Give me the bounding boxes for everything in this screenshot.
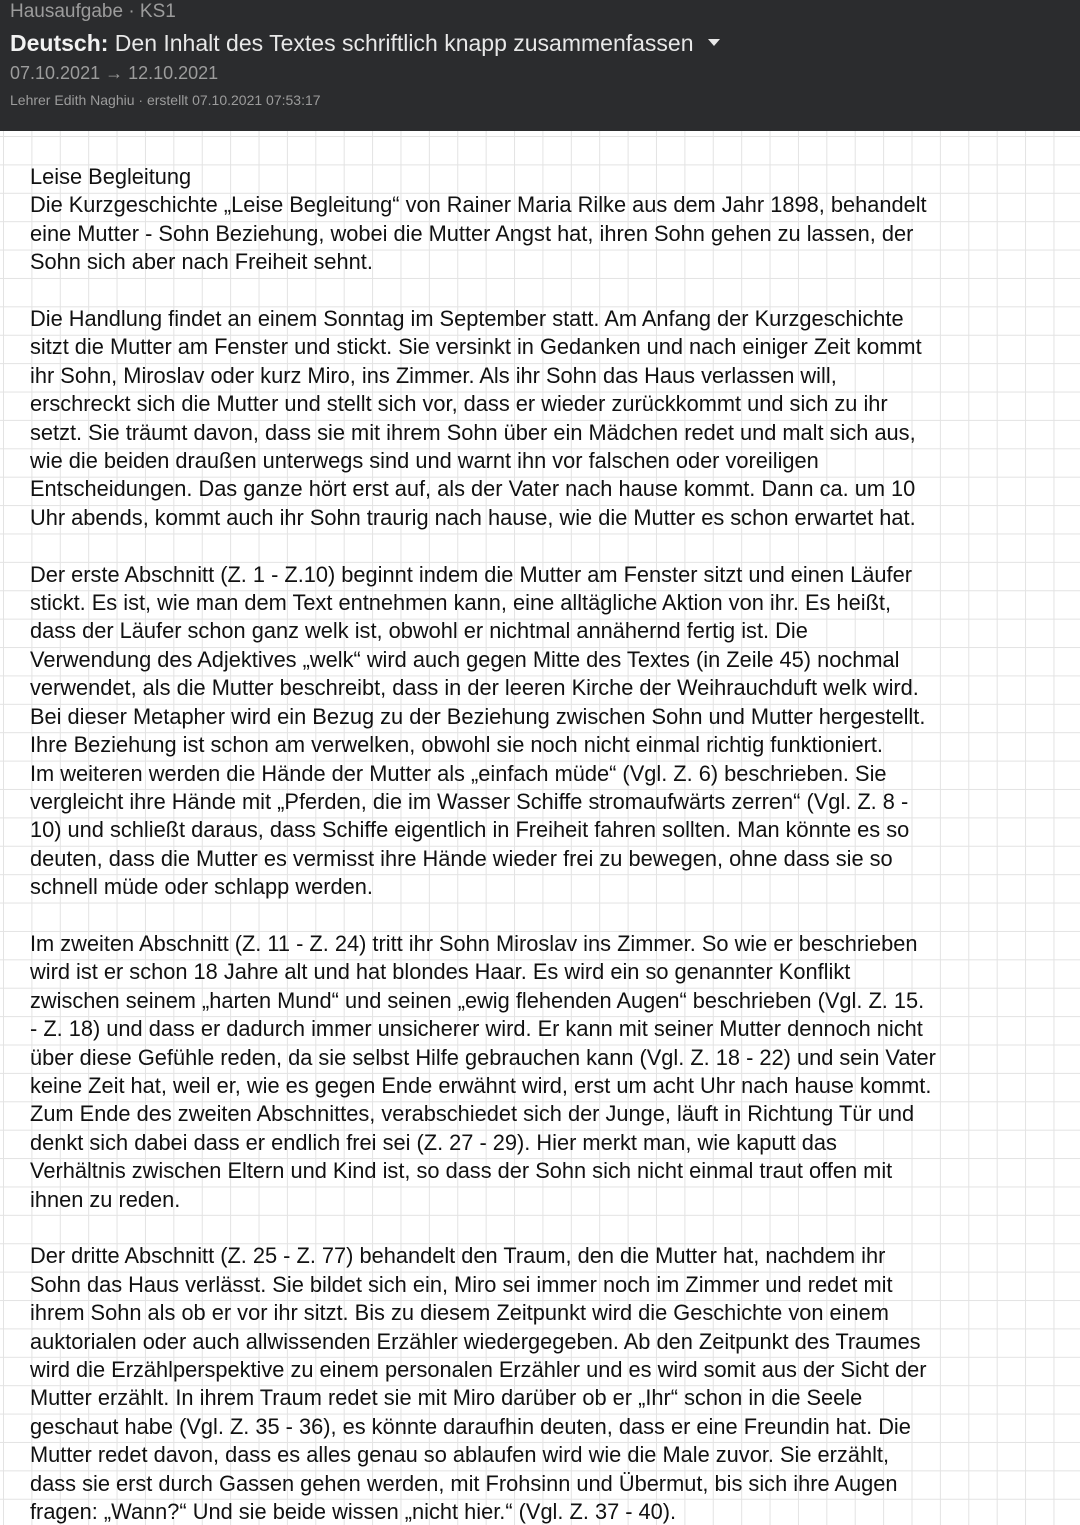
assignment-subject: Deutsch: (10, 30, 109, 56)
document-content (30, 163, 1030, 1525)
assignment-dates: 07.10.2021 → 12.10.2021 (10, 63, 219, 83)
document-title: Leise Begleitung (30, 164, 192, 189)
paragraph-section-1: Der erste Abschnitt (Z. 1 - Z.10) beginnt indem die Mutter am Fenster sitzt und einen Läufer stickt. Es ist, wie man dem Text entnehmen kann, eine alltägliche Aktion von ihr. Es heißt, dass der Läufer schon ganz welk ist, obwohl er nichtmal annähernd fertig ist. Die Verwendung des Adjektives „welk“ wird auch gegen Mitte des Textes (in Zeile 45) nochmal verwendet, als die Mutter beschreibt, dass in der leeren Kirche der Weihrauchduft welk wird. Bei dieser Metapher wird ein Bezug zu der Beziehung zwischen Sohn und Mutter hergestellt. Ihre Beziehung ist schon am verwelken, obwohl sie noch nicht einmal richtig funktioniert. Im weiteren werden die Hände der Mutter als „einfach müde“ (Vgl. Z. 6) beschrieben. Sie vergleicht ihre Hände mit „Pferden, die im Wasser Schiffe stromaufwärts zerren“ (Vgl. Z. 8 - 10) und schließt daraus, dass Schiffe eigentlich in Freiheit fahren sollten. Man könnte es so deuten, dass die Mutter es vermisst ihre Hände wieder frei zu bewegen, ohne dass sie so schnell müde oder schlapp werden. (30, 561, 926, 900)
paragraph-section-3: Der dritte Abschnitt (Z. 25 - Z. 77) behandelt den Traum, den die Mutter hat, nachdem ihr Sohn das Haus verlässt. Sie bildet sich ein, Miro sei immer noch im Zimmer und redet mit ihrem Sohn als ob er vor ihr sitzt. Bis zu diesem Zeitpunkt wird die Geschichte von einem auktorialen oder auch allwissenden Erzähler wiedergegeben. Ab den Zeitpunkt des Traumes wird die Erzählperspektive zu einem personalen Erzähler und es wird somit aus der Sicht der Mutter erzählt. In ihrem Traum redet sie mit Miro darüber ob er „Ihr“ schon in die Seele geschaut habe (Vgl. Z. 35 - 36), es könnte daraufhin deuten, dass er eine Freundin hat. Die Mutter redet davon, dass es alles genau so ablaufen wird wie die Male zuvor. Sie erzählt, dass sie erst durch Gassen gehen werden, mit Frohsinn und Übermut, bis sich ihre Augen fragen: „Wann?“ Und sie beide wissen „nicht hier.“ (Vgl. Z. 37 - 40). (30, 1243, 927, 1525)
assignment-context: Hausaufgabe · KS1 (10, 1, 176, 22)
assignment-title: Den Inhalt des Textes schriftlich knapp zusammenfassen (114, 30, 694, 56)
paragraph-section-2: Im zweiten Abschnitt (Z. 11 - Z. 24) tritt ihr Sohn Miroslav ins Zimmer. So wie er beschrieben wird ist er schon 18 Jahre alt und hat blondes Haar. Es wird ein so genannter Konflikt zwischen seinem „harten Mund“ und seinen „ewig flehenden Augen“ beschrieben (Vgl. Z. 15. - Z. 18) und dass er dadurch immer unsicherer wird. Er kann mit seiner Mutter dennoch nicht über diese Gefühle reden, da sie selbst Hilfe gebrauchen kann (Vgl. Z. 18 - 22) und sein Vater keine Zeit hat, weil er, wie es gegen Ende erwähnt wird, erst um acht Uhr nach hause kommt. Zum Ende des zweiten Abschnittes, verabschiedet sich der Junge, läuft in Richtung Tür und denkt sich dabei dass er endlich frei sei (Z. 27 - 29). Hier merkt man, wie kaputt das Verhältnis zwischen Eltern und Kind ist, so dass der Sohn sich nicht einmal traut offen mit ihnen zu reden. (30, 930, 936, 1212)
paragraph-plot: Die Handlung findet an einem Sonntag im September statt. Am Anfang der Kurzgeschichte sitzt die Mutter am Fenster und stickt. Sie versinkt in Gedanken und nach einiger Zeit kommt ihr Sohn, Miroslav oder kurz Miro, ins Zimmer. Als ihr Sohn das Haus verlassen will, erschreckt sich die Mutter und stellt sich vor, dass er wieder zurückkommt und sich zu ihr setzt. Sie träumt davon, dass sie mit ihrem Sohn über ein Mädchen redet und malt sich aus, wie die beiden draußen unterwegs sind und warnt ihn vor falschen oder voreiligen Entscheidungen. Das ganze hört erst auf, als der Vater nach hause kommt. Dann ca. um 10 Uhr abends, kommt auch ihr Sohn traurig nach hause, wie die Mutter es schon erwartet hat. (30, 306, 922, 530)
assignment-header (0, 0, 1080, 131)
paragraph-intro: Die Kurzgeschichte „Leise Begleitung“ von Rainer Maria Rilke aus dem Jahr 1898, behandelt eine Mutter - Sohn Beziehung, wobei die Mutter Angst hat, ihren Sohn gehen zu lassen, der Sohn sich aber nach Freiheit sehnt. (30, 192, 927, 275)
chevron-down-icon[interactable] (708, 39, 720, 46)
assignment-meta: Lehrer Edith Naghiu · erstellt 07.10.2021 07:53:17 (10, 92, 321, 108)
assignment-title-dropdown[interactable] (10, 28, 720, 58)
